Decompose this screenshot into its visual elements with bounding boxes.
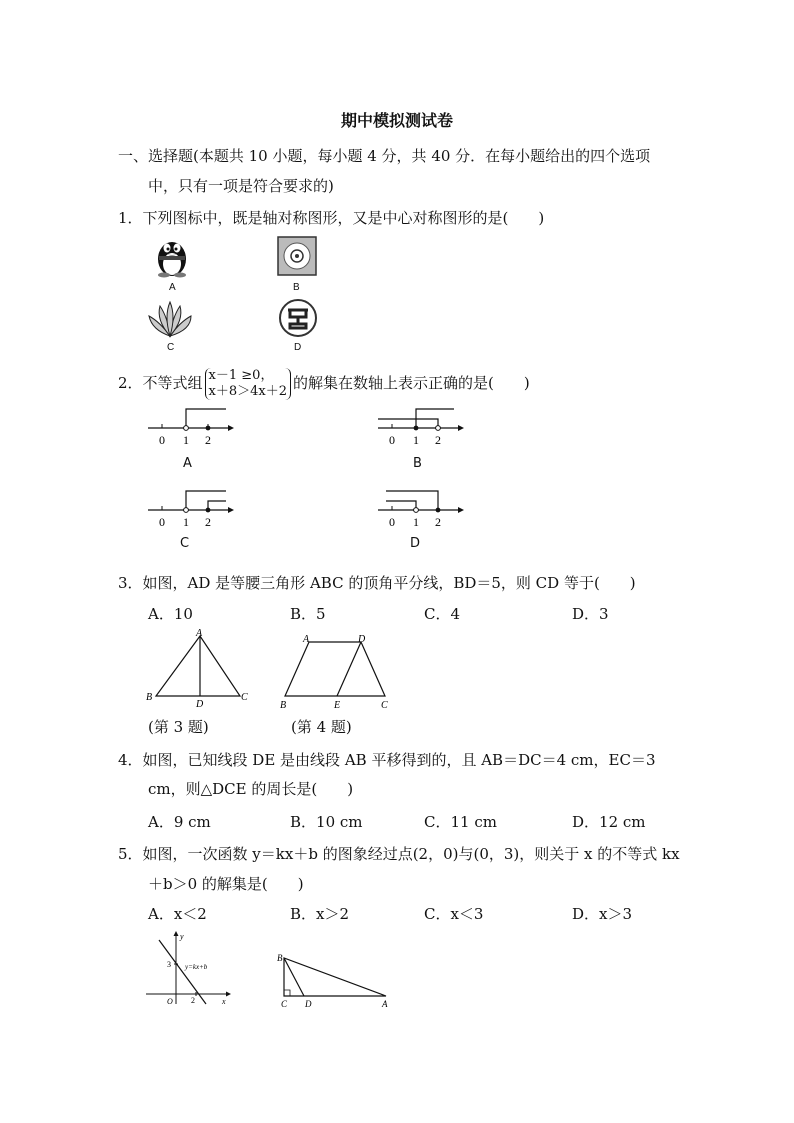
tick-label: 1 [183,515,189,529]
q4-option-a: A．9 cm [148,813,211,831]
number-line-d [376,484,466,530]
y-intercept-label: 3 [167,960,171,969]
icon-caption-a: A [169,282,176,293]
icon-caption-c: C [167,342,175,353]
option-label-c: C [180,536,190,551]
origin-label: O [167,997,173,1006]
function-label: y=kx+b [185,963,208,971]
number-line-a [146,402,236,448]
vertex-label: B [280,700,287,711]
x-intercept-label: 2 [191,996,195,1005]
inequality-1: x－1 ≥0， [208,368,274,383]
q4-option-d: D．12 cm [572,813,646,831]
disc-icon [277,236,317,276]
option-label-b: B [413,456,422,471]
inequality-2: x＋8＞4x＋2 [208,384,288,399]
vertex-label: A [382,999,388,1009]
vertex-label: C [381,700,388,711]
tick-label: 2 [435,433,441,447]
vertex-label: E [334,700,341,711]
q3-option-d: D．3 [572,605,609,623]
section-heading-cont: 中，只有一项是符合要求的) [148,177,334,195]
number-line-b [376,402,466,448]
right-triangle-figure [272,948,394,1010]
linear-function-graph [142,928,234,1008]
q5-option-c: C．x＜3 [424,905,484,923]
vertex-label: B [146,692,153,703]
tick-label: 1 [413,433,419,447]
inequality-system [205,368,291,400]
question-1: 1．下列图标中，既是轴对称图形，又是中心对称图形的是( ) [118,209,545,227]
section-heading: 一、选择题(本题共 10 小题，每小题 4 分，共 40 分．在每小题给出的四个选项 [118,147,651,165]
q2-prefix: 2．不等式组 [118,374,203,392]
q4-option-c: C．11 cm [424,813,497,831]
fan-logo-icon [146,300,194,338]
q3-option-b: B．5 [290,605,326,623]
tick-label: 2 [205,433,211,447]
tick-label: 2 [205,515,211,529]
q2-suffix: 的解集在数轴上表示正确的是( ) [293,374,530,392]
triangle-figure-q3 [140,626,260,710]
tick-label: 0 [159,433,165,447]
option-label-a: A [183,456,192,471]
q4-option-b: B．10 cm [290,813,363,831]
question-4-cont: cm，则△DCE 的周长是( ) [148,780,354,798]
tick-label: 0 [389,433,395,447]
figure-caption-4: (第 4 题) [291,718,352,736]
tick-label: 0 [389,515,395,529]
vertex-label: D [196,699,204,710]
icon-caption-d: D [294,342,302,353]
vertex-label: B [277,953,283,963]
question-4: 4．如图，已知线段 DE 是由线段 AB 平移得到的，且 AB＝DC＝4 cm，EC＝3 [118,751,656,769]
tick-label: 1 [413,515,419,529]
q3-option-a: A．10 [148,605,193,623]
vertex-label: D [358,634,366,645]
vertex-label: A [303,634,310,645]
vertex-label: D [305,999,312,1009]
figure-caption-3: (第 3 题) [148,718,209,736]
question-2 [118,368,530,400]
question-5: 5．如图，一次函数 y＝kx＋b 的图象经过点(2，0)与(0，3)，则关于 x 的不等式 kx [118,845,680,863]
icon-caption-b: B [293,282,300,293]
q3-option-c: C．4 [424,605,461,623]
q5-option-a: A．x＜2 [148,905,207,923]
axis-label-y: y [180,932,184,941]
tick-label: 0 [159,515,165,529]
tick-label: 2 [435,515,441,529]
q5-option-b: B．x＞2 [290,905,350,923]
trapezoid-figure-q4 [277,632,392,712]
vertex-label: A [196,628,203,639]
question-5-cont: ＋b＞0 的解集是( ) [148,875,304,893]
page-title: 期中模拟测试卷 [340,111,453,130]
tick-label: 1 [183,433,189,447]
q5-option-d: D．x＞3 [572,905,633,923]
vertex-label: C [281,999,288,1009]
option-label-d: D [410,536,421,551]
number-line-c [146,484,236,530]
vertex-label: C [241,692,248,703]
question-3: 3．如图，AD 是等腰三角形 ABC 的顶角平分线，BD＝5，则 CD 等于( ) [118,574,636,592]
penguin-icon [150,232,194,278]
axis-label-x: x [222,997,226,1006]
bank-logo-icon [278,298,318,338]
